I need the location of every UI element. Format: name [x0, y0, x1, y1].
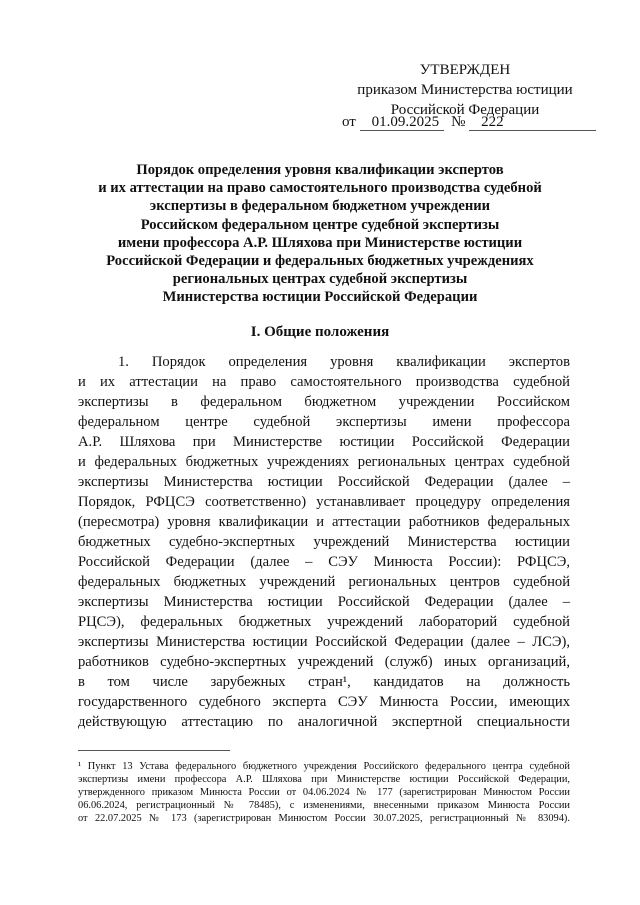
body-line: действующую аттестацию по аналогичной экспертной специальности [78, 714, 570, 730]
section-heading: I. Общие положения [250, 324, 390, 340]
body-line: экспертизы в федеральном бюджетном учреждении Российском [78, 394, 570, 410]
number-label: № [451, 114, 466, 130]
body-line: экспертизы Министерства юстиции Российской Федерации (далее – [78, 474, 570, 490]
body-line: Российской Федерации (далее – СЭУ Минюста России): РФЦСЭ, [78, 554, 570, 570]
body-line: государственного судебного эксперта СЭУ Минюста России, имеющих [78, 694, 570, 710]
foot-line: ¹ Пункт 13 Устава федерального бюджетного учреждения Российского федерального центра судебной [78, 761, 570, 772]
title-line: региональных центрах судебной экспертизы [172, 271, 468, 288]
title-line: Порядок определения уровня квалификации экспертов [136, 162, 504, 178]
body-line: федеральных бюджетных учреждений региональных центров судебной [78, 574, 570, 590]
body-text [78, 352, 570, 732]
body-line: работников судебно-экспертных учреждений (служб) иных организаций, [78, 654, 570, 670]
body-line: (пересмотра) уровня квалификации и аттестации работников федеральных [78, 514, 570, 530]
foot-line: 06.06.2024, регистрационный № 78485), с изменениями, внесенными приказом Минюста России [78, 800, 570, 811]
title-line: имени профессора А.Р. Шляхова при Министерстве юстиции [117, 234, 523, 251]
approval-line: Российской Федерации [390, 102, 540, 118]
title-line: Российском федеральном центре судебной экспертизы [140, 216, 500, 233]
title-line: экспертизы в федеральном бюджетном учреждении [149, 198, 491, 215]
foot-line: утвержденного приказом Минюста России от 04.06.2024 № 177 (зарегистрирован Минюстом России [78, 787, 570, 798]
body-line: А.Р. Шляхова при Министерстве юстиции Российской Федерации [78, 434, 570, 450]
order-reference [342, 114, 596, 131]
body-line: в том числе зарубежных стран¹, кандидатов на должность [78, 674, 570, 690]
order-number: 222 [469, 114, 596, 131]
approval-block [330, 60, 600, 120]
body-line: экспертизы Министерства юстиции Российской Федерации (далее – [78, 594, 570, 610]
document-title [60, 161, 580, 307]
foot-line: от 22.07.2025 № 173 (зарегистрирован Минюстом России 30.07.2025, регистрационный № 83094). [78, 813, 570, 824]
order-date: 01.09.2025 [360, 114, 444, 131]
title-line: Российской Федерации и федеральных бюджетных учреждениях [106, 253, 534, 270]
body-line: экспертизы Министерства юстиции Российской Федерации (далее – ЛСЭ), [78, 634, 570, 650]
title-line: Министерства юстиции Российской Федерации [162, 289, 478, 306]
foot-line: экспертизы имени профессора А.Р. Шляхова при Министерстве юстиции Российской Федерации, [78, 774, 570, 785]
body-line: Порядок, РФЦСЭ соответственно) устанавливает процедуру определения [78, 494, 570, 510]
body-line: и федеральных бюджетных учреждениях региональных центрах судебной [78, 454, 570, 470]
footnote-divider [78, 750, 230, 751]
body-line: РЦСЭ), федеральных бюджетных учреждений лабораторий судебной [78, 614, 570, 630]
body-line: бюджетных судебно-экспертных учреждений Министерства юстиции [78, 534, 570, 550]
body-line: 1. Порядок определения уровня квалификации экспертов [118, 354, 570, 370]
approval-title: УТВЕРЖДЕН [419, 62, 511, 78]
from-label: от [342, 114, 356, 130]
footnote [78, 760, 570, 825]
body-line: федеральном центре судебной экспертизы имени профессора [78, 414, 570, 430]
title-line: и их аттестации на право самостоятельного производства судебной [98, 180, 542, 197]
body-line: и их аттестации на право самостоятельного производства судебной [78, 374, 570, 390]
approval-line: приказом Министерства юстиции [357, 82, 573, 98]
